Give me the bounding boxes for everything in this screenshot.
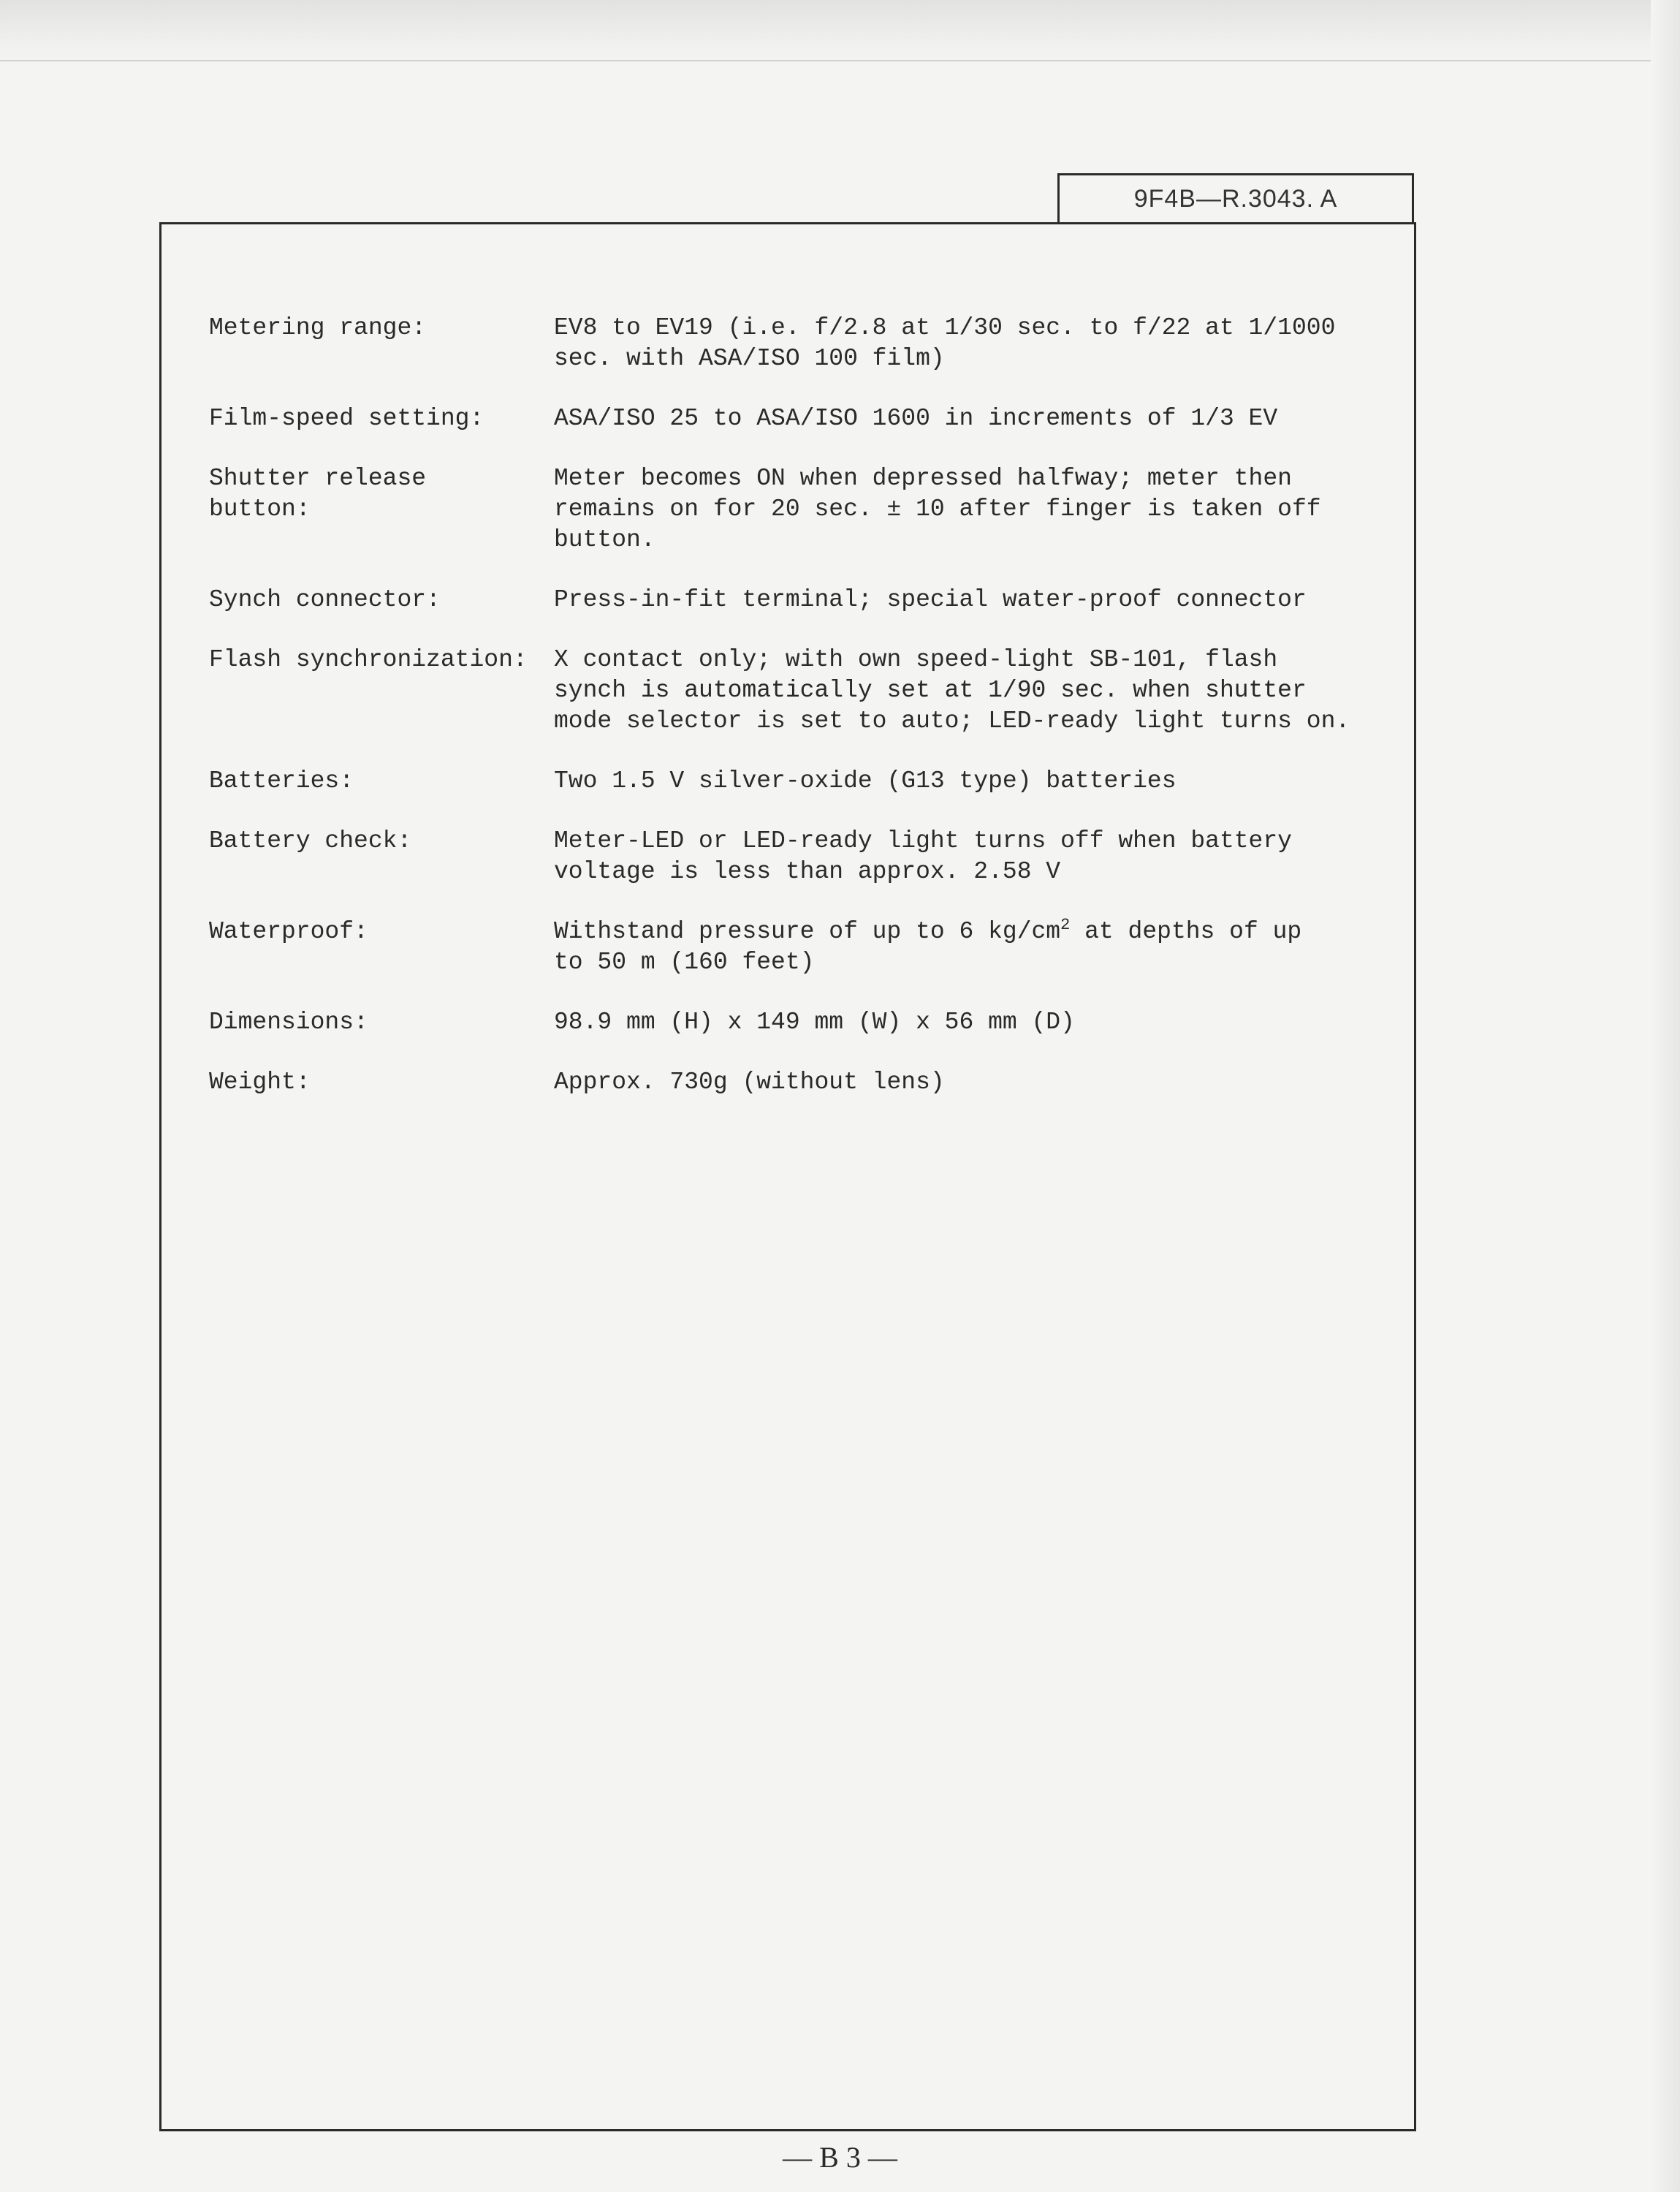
spec-value-text: Withstand pressure of up to 6 kg/cm xyxy=(554,918,1061,945)
page-number: — B 3 — xyxy=(783,2141,897,2174)
spec-value: Meter becomes ON when depressed halfway; meter then remains on for 20 sec. ± 10 after finger is taken off button. xyxy=(554,465,1321,553)
spec-value: ASA/ISO 25 to ASA/ISO 1600 in increments of 1/3 EV xyxy=(554,405,1278,432)
spec-row-synch-connector xyxy=(209,585,1407,615)
spec-value: Meter-LED or LED-ready light turns off when battery voltage is less than approx. 2.58 V xyxy=(554,827,1292,885)
spec-row-flash-sync xyxy=(209,645,1407,737)
spec-row-dimensions xyxy=(209,1007,1407,1038)
spec-label: Shutter release button: xyxy=(209,465,427,523)
spec-row-metering-range xyxy=(209,313,1407,374)
spec-table xyxy=(209,313,1407,1127)
spec-label: Flash synchronization: xyxy=(209,646,528,673)
spec-label: Waterproof: xyxy=(209,918,368,945)
spec-value: Two 1.5 V silver-oxide (G13 type) batteries xyxy=(554,767,1177,794)
spec-value: EV8 to EV19 (i.e. f/2.8 at 1/30 sec. to f/22 at 1/1000 sec. with ASA/ISO 100 film) xyxy=(554,314,1336,372)
document-code: 9F4B—R.3043. A xyxy=(1057,173,1414,223)
superscript: 2 xyxy=(1060,916,1071,934)
spec-label: Synch connector: xyxy=(209,586,441,613)
spec-row-battery-check xyxy=(209,826,1407,887)
spec-value-text: at depths of up to 50 m (160 feet) xyxy=(554,918,1302,976)
spec-row-shutter-release xyxy=(209,463,1407,555)
spec-row-weight xyxy=(209,1067,1407,1098)
spec-row-batteries xyxy=(209,766,1407,797)
spec-label: Metering range: xyxy=(209,314,427,341)
spec-label: Weight: xyxy=(209,1069,311,1096)
spec-label: Dimensions: xyxy=(209,1009,368,1036)
spec-row-film-speed xyxy=(209,403,1407,434)
spec-label: Batteries: xyxy=(209,767,354,794)
spec-label: Film-speed setting: xyxy=(209,405,484,432)
spec-value: Press-in-fit terminal; special water-proof connector xyxy=(554,586,1307,613)
scan-right-shadow xyxy=(1651,0,1680,2192)
scan-edge-line xyxy=(0,60,1680,61)
spec-value: Approx. 730g (without lens) xyxy=(554,1069,945,1096)
spec-row-waterproof xyxy=(209,917,1407,978)
spec-value: 98.9 mm (H) x 149 mm (W) x 56 mm (D) xyxy=(554,1009,1075,1036)
spec-value xyxy=(554,917,1380,978)
spec-value: X contact only; with own speed-light SB-101, flash synch is automatically set at 1/90 sec. when shutter mode selector is set to auto; LED-ready light turns on. xyxy=(554,646,1350,735)
scan-top-margin xyxy=(0,0,1680,66)
spec-label: Battery check: xyxy=(209,827,412,854)
